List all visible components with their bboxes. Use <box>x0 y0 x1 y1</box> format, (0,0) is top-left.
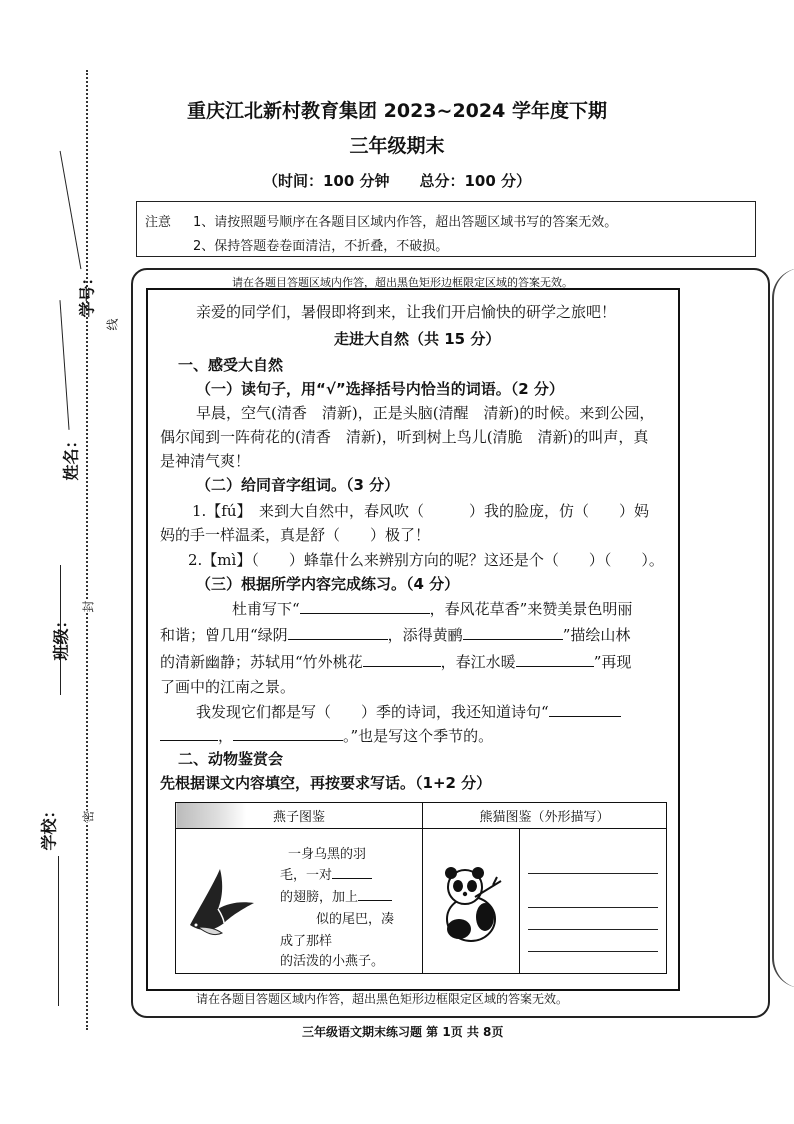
class-label: 班级： <box>51 612 71 661</box>
exam-subtitle: 三年级期末 <box>349 135 445 157</box>
swallow-line-2 <box>280 864 372 883</box>
q3-line-4: 了画中的江南之景。 <box>160 678 296 696</box>
next-page-edge <box>772 268 794 988</box>
answer-area-warning-top: 请在各题目答题区域内作答，超出黑色矩形边框限定区域的答案无效。 <box>232 276 573 289</box>
q3-heading: （三）根据所学内容完成练习。（4 分） <box>196 575 460 593</box>
page-footer: 三年级语文期末练习题 第 1页 共 8页 <box>302 1025 504 1039</box>
panda-header-cell <box>423 803 667 829</box>
poem-blank-6[interactable] <box>549 702 621 717</box>
q1-line-1: 早晨，空气(清香 清新)，正是头脑(清醒 清新)的时候。来到公园， <box>196 404 655 422</box>
panda-writing-line-3[interactable] <box>528 929 658 930</box>
q2-line-2: 妈的手一样温柔，真是舒（ ）极了！ <box>160 526 431 544</box>
poem-blank-4[interactable] <box>363 652 441 667</box>
school-label: 学校： <box>39 802 59 851</box>
q3-line-1 <box>232 598 632 619</box>
swallow-line-4: 似的尾巴，凑 <box>316 912 395 927</box>
school-write-line <box>58 856 59 1006</box>
swallow-cell <box>176 829 423 974</box>
name-write-line <box>59 300 69 430</box>
poem-blank-3[interactable] <box>463 625 563 640</box>
exam-time-score: （时间：100 分钟 总分：100 分） <box>262 172 532 190</box>
q1-line-3: 是神清气爽！ <box>160 452 251 470</box>
swallow-header: 燕子图鉴 <box>272 810 325 825</box>
q3-line-3a: 的清新幽静；苏轼用“竹外桃花 <box>160 653 363 671</box>
panda-header: 熊猫图鉴（外形描写） <box>479 810 610 825</box>
seal-mark-xian: 线 <box>105 318 120 331</box>
panda-image-cell <box>423 829 520 974</box>
swallow-illustration <box>184 863 268 943</box>
binding-dotted-line <box>86 70 88 1030</box>
q3-line-2a: 和谐；曾几用“绿阴 <box>160 626 288 644</box>
notice-line-2: 2、保持答题卷卷面清洁，不折叠，不破损。 <box>193 239 449 254</box>
q3-line-6 <box>160 725 493 746</box>
exam-title: 重庆江北新村教育集团 2023~2024 学年度下期 <box>187 100 607 122</box>
poem-blank-5[interactable] <box>516 652 594 667</box>
answer-area-warning-bottom: 请在各题目答题区域内作答，超出黑色矩形边框限定区域的答案无效。 <box>196 992 569 1006</box>
q3-line-3c: ”再现 <box>593 653 632 671</box>
q2-line-1: 1.【fú】 来到大自然中，春风吹（ ）我的脸庞，仿（ ）妈 <box>192 502 650 520</box>
section-title: 走进大自然（共 15 分） <box>334 330 501 348</box>
swallow-line-5 <box>280 930 332 949</box>
seal-mark-mi: 密 <box>81 810 96 823</box>
q3-line-2c: ”描绘山林 <box>562 626 631 644</box>
q3-line-5a: 我发现它们都是写（ ）季的诗词，我还知道诗句“ <box>196 703 549 721</box>
q1-heading: （一）读句子，用“√”选择括号内恰当的词语。（2 分） <box>196 380 564 398</box>
poem-blank-1[interactable] <box>300 599 430 614</box>
swallow-blank-2[interactable] <box>358 889 392 901</box>
swallow-line-6: 的活泼的小燕子。 <box>280 954 385 969</box>
q3-line-3b: ，春江水暖 <box>440 653 516 671</box>
panda-writing-line-2[interactable] <box>528 907 658 908</box>
intro-text: 亲爱的同学们，暑假即将到来，让我们开启愉快的研学之旅吧！ <box>196 303 617 321</box>
poem-blank-2[interactable] <box>288 625 388 640</box>
notice-box <box>136 201 756 257</box>
swallow-line-1: 一身乌黑的羽 <box>288 847 367 862</box>
name-label: 姓名： <box>61 432 81 481</box>
part1-heading: 一、感受大自然 <box>178 356 284 374</box>
poem-blank-7[interactable] <box>160 726 218 741</box>
part2-instruction: 先根据课文内容填空，再按要求写话。（1+2 分） <box>160 774 492 792</box>
number-label: 学号： <box>77 269 97 318</box>
swallow-line-5-text: 成了那样 <box>280 934 333 949</box>
notice-line-1: 1、请按照题号顺序在各题目区域内作答，超出答题区域书写的答案无效。 <box>193 215 618 230</box>
panda-writing-cell[interactable] <box>520 829 667 974</box>
q3-line-2b: ，添得黄鹂 <box>387 626 463 644</box>
animal-table <box>175 802 667 974</box>
poem-blank-8[interactable] <box>233 726 343 741</box>
part2-heading: 二、动物鉴赏会 <box>178 750 284 768</box>
notice-label: 注意 <box>145 215 172 230</box>
q3-line-2 <box>160 624 630 645</box>
q3-line-3 <box>160 651 631 672</box>
q1-line-2: 偶尔闻到一阵荷花的(清香 清新)，听到树上鸟儿(清脆 清新)的叫声，真 <box>160 428 649 446</box>
swallow-line-3 <box>280 886 392 905</box>
swallow-line-3-text: 的翅膀，加上 <box>280 890 359 905</box>
seal-mark-feng: 封 <box>81 600 96 613</box>
q2-line-3: 2.【mì】（ ）蜂靠什么来辨别方向的呢？这还是个（ ）（ ）。 <box>188 551 664 569</box>
panda-writing-line-4[interactable] <box>528 951 658 952</box>
q3-line-6a: ， <box>218 727 234 745</box>
q2-heading: （二）给同音字组词。（3 分） <box>196 476 400 494</box>
swallow-header-cell <box>176 803 423 829</box>
swallow-line-2-text: 毛，一对 <box>280 868 333 883</box>
number-write-line <box>60 151 82 269</box>
panda-illustration <box>435 863 507 947</box>
swallow-blank-1[interactable] <box>332 867 372 879</box>
q3-line-1a: 杜甫写下“ <box>232 600 300 618</box>
q3-line-5 <box>196 701 621 722</box>
panda-writing-line-1[interactable] <box>528 873 658 874</box>
q3-line-1b: ，春风花草香”来赞美景色明丽 <box>429 600 633 618</box>
q3-line-6b: 。”也是写这个季节的。 <box>343 727 494 745</box>
